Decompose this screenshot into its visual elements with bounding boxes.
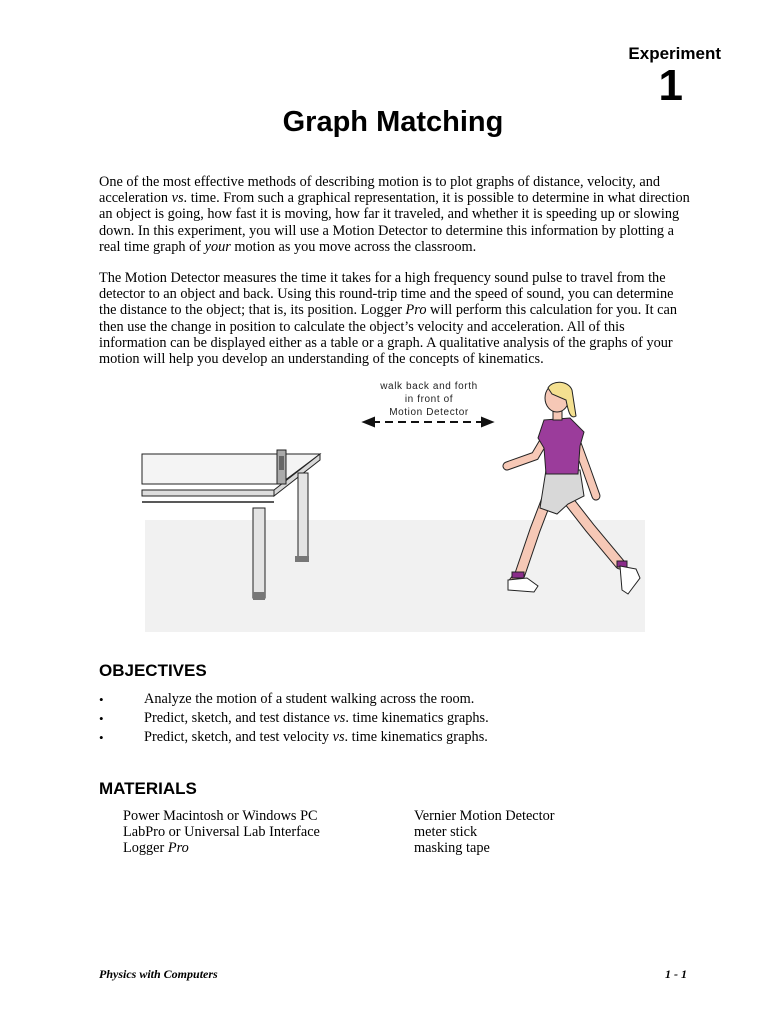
material-item: masking tape: [414, 840, 490, 856]
material-item: Vernier Motion Detector: [414, 808, 555, 824]
materials-left-column: [123, 808, 320, 856]
figure-caption-line-2: in front of: [404, 394, 454, 405]
objectives-list: [99, 690, 489, 747]
experiment-number: 1: [658, 61, 683, 110]
material-item: meter stick: [414, 824, 478, 840]
footer-page-number: 1 - 1: [665, 967, 687, 981]
material-item: Power Macintosh or Windows PC: [123, 808, 318, 824]
materials-heading: MATERIALS: [99, 779, 197, 798]
floor: [145, 520, 645, 632]
footer-book-title: Physics with Computers: [99, 967, 218, 981]
figure-caption-line-3: Motion Detector: [389, 407, 469, 418]
material-item: Logger Pro: [123, 840, 189, 856]
intro-paragraph-1: One of the most effective methods of describing motion is to plot graphs of distance, velocity, and acceleration vs. time. From such a graphical representation, it is possible to determine in what direction an object is going, how fast it is moving, how far it traveled, and whether it is speeding up or slowing down. In this experiment, you will use a Motion Detector to determine this information by plotting a real time graph of your motion as you move across the classroom.: [99, 174, 690, 255]
experiment-label: Experiment: [628, 44, 721, 63]
page-title: Graph Matching: [282, 106, 504, 138]
materials-right-column: [414, 808, 555, 856]
figure-caption-line-1: walk back and forth: [380, 381, 478, 392]
motion-detector-illustration: [140, 378, 650, 634]
motion-detector: [277, 450, 286, 484]
intro-paragraph-2: The Motion Detector measures the time it takes for a high frequency sound pulse to travel from the detector to an object and back. Using this round-trip time and the speed of sound, you can determine the distance to the object; that is, its position. Logger Pro will perform this calculation for you. It can then use the change in position to calculate the object’s velocity and acceleration. All of this information can be displayed either as a table or a graph. A qualitative analysis of the graphs of your motion will help you develop an understanding of the concepts of kinematics.: [99, 270, 677, 368]
list-item: • Analyze the motion of a student walking across the room.: [99, 691, 475, 707]
list-item: • Predict, sketch, and test distance vs. time kinematics graphs.: [99, 710, 489, 726]
material-item: LabPro or Universal Lab Interface: [123, 824, 320, 840]
list-item: • Predict, sketch, and test velocity vs. time kinematics graphs.: [99, 729, 488, 745]
objectives-heading: OBJECTIVES: [99, 661, 207, 680]
double-arrow-icon: [364, 418, 492, 426]
